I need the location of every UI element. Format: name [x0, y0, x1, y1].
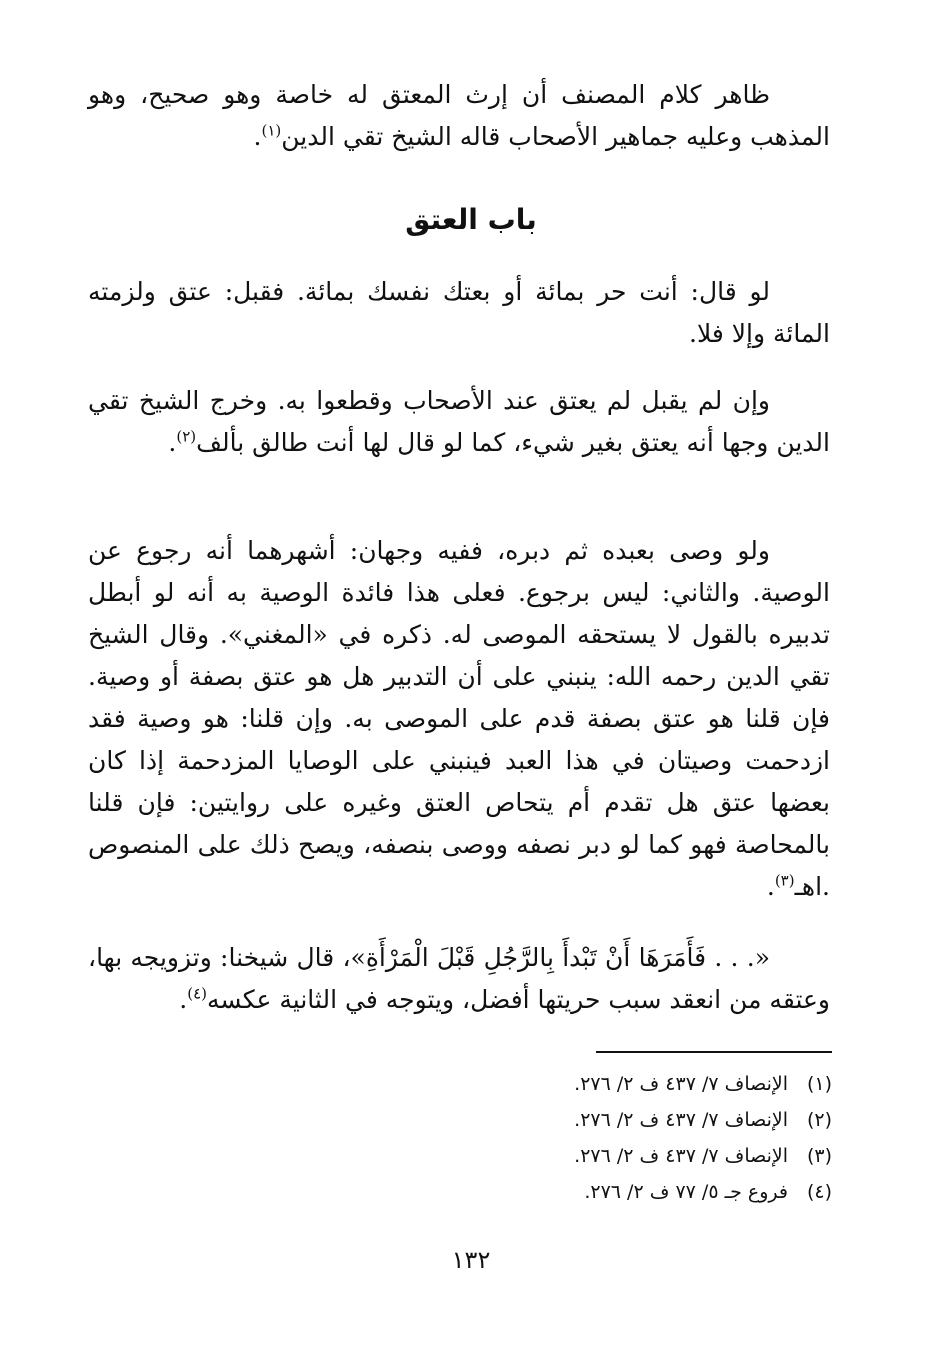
footnote-item: [400, 1102, 832, 1138]
intro-paragraph-end: .: [253, 122, 262, 151]
intro-paragraph: [88, 74, 830, 158]
footnote-ref-3: (٣): [774, 871, 795, 890]
paragraph-hadith: [88, 937, 830, 1021]
footnote-text: فروع جـ ٥/ ٧٧ ف ٢/ ٢٧٦.: [584, 1181, 788, 1203]
footnote-item: [400, 1066, 832, 1102]
paragraph-refusal-text: وإن لم يقبل لم يعتق عند الأصحاب وقطعوا به. وخرج الشيخ تقي الدين وجها أنه يعتق بغير شيء، كما لو قال لها أنت طالق بألف: [88, 386, 830, 457]
footnote-text: الإنصاف ٧/ ٤٣٧ ف ٢/ ٢٧٦.: [574, 1073, 788, 1095]
paragraph-hadith-end: .: [179, 985, 188, 1014]
paragraph-hadith-text: «. . . فَأَمَرَهَا أَنْ تَبْدأَ بِالرَّجُلِ قَبْلَ الْمَرْأَةِ»، قال شيخنا: وتزويجه بها، وعتقه من انعقد سبب حريتها أفضل، ويتوجه في الثانية عكسه: [88, 943, 830, 1014]
footnote-item: [400, 1138, 832, 1174]
footnote-number: (٣): [806, 1145, 832, 1167]
footnote-ref-4: (٤): [187, 984, 208, 1003]
footnote-ref-2: (٢): [176, 427, 197, 446]
paragraph-refusal-end: .: [168, 428, 177, 457]
footnote-ref-1: (١): [261, 121, 282, 140]
footnote-divider: [596, 1051, 832, 1053]
footnote-number: (٤): [806, 1181, 832, 1203]
footnote-text: الإنصاف ٧/ ٤٣٧ ف ٢/ ٢٧٦.: [574, 1145, 788, 1167]
footnote-number: (٢): [806, 1109, 832, 1131]
paragraph-bequest-text: ولو وصى بعبده ثم دبره، ففيه وجهان: أشهرهما أنه رجوع عن الوصية. والثاني: ليس برجوع. فعلى هذا فائدة الوصية به أنه لو أبطل تدبيره بالقول لا يستحقه الموصى له. ذكره في «المغني». وقال الشيخ تقي الدين رحمه الله: ينبني على أن التدبير هل هو عتق بصفة أو وصية. فإن قلنا هو عتق بصفة قدم على الموصى به. وإن قلنا: هو وصية فقد ازدحمت وصيتان في هذا العبد فينبني على الوصايا المزدحمة إذا كان بعضها عتق هل تقدم أم يتحاص العتق وغيره على روايتين: فإن قلنا بالمحاصة فهو كما لو دبر نصفه ووصى بنصفه، ويصح ذلك على المنصوص .اهـ: [88, 536, 830, 901]
paragraph-bequest: [88, 530, 830, 908]
intro-paragraph-text: ظاهر كلام المصنف أن إرث المعتق له خاصة وهو صحيح، وهو المذهب وعليه جماهير الأصحاب قاله الشيخ تقي الدين: [88, 80, 830, 151]
paragraph-bequest-end: .: [766, 872, 775, 901]
page-number: ١٣٢: [451, 1246, 491, 1274]
footnote-item: [400, 1174, 832, 1210]
paragraph-refusal: [88, 380, 830, 464]
paragraph-purchase: [88, 271, 830, 355]
footnote-text: الإنصاف ٧/ ٤٣٧ ف ٢/ ٢٧٦.: [574, 1109, 788, 1131]
paragraph-purchase-text: لو قال: أنت حر بمائة أو بعتك نفسك بمائة. فقبل: عتق ولزمته المائة وإلا فلا.: [88, 277, 830, 348]
footnotes-list: [400, 1066, 832, 1210]
footnote-number: (١): [806, 1073, 832, 1095]
chapter-heading: باب العتق: [405, 203, 537, 236]
